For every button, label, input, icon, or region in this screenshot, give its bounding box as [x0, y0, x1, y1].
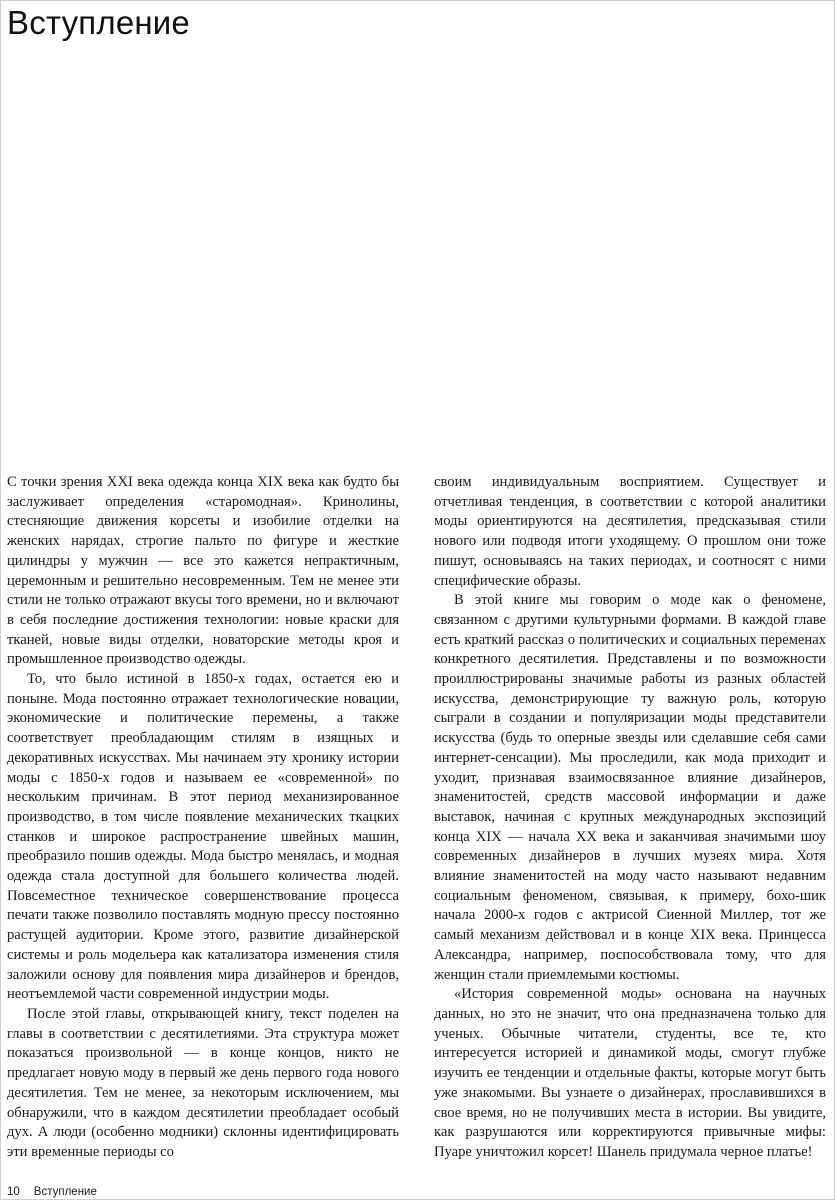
paragraph: После этой главы, открывающей книгу, текст поделен на главы в соответствии с десятилетиями. Эта структура может показаться произвольной — в конце концов, никто не предлагает новую моду в первый же день первого года нового десятилетия. Тем не менее, за некоторым исключением, мы обнаружили, что в каждом десятилетии преобладает особый дух. А люди (особенно модники) склонны идентифицировать эти временные периоды со — [7, 1005, 399, 1160]
left-column — [7, 473, 399, 1163]
page-number: 10 — [7, 1186, 20, 1198]
page-footer — [7, 1185, 97, 1199]
paragraph: В этой книге мы говорим о моде как о феномене, связанном с другими культурными формами. В каждой главе есть краткий рассказ о политических и социальных переменах конкретного десятилетия. Представлены и по возможности проиллюстрированы значимые работы из разных областей искусства, демонстрирующие ту важную роль, которую сыграли в создании и популяризации моды представители искусства (будь то оперные звезды или сделавшие себя сами интернет-сенсации). Мы проследили, как мода приходит и уходит, признавая взаимосвязанное влияние дизайнеров, знаменитостей, средств массовой информации и даже выставок, начиная с крупных международных экспозиций конца XIX — начала XX века и заканчивая значимыми шоу современных дизайнеров в лучших музеях мира. Хотя влияние знаменитостей на моду часто называют недавним социальным феноменом, связывая, к примеру, бохо-шик начала 2000-х годов с актрисой Сиенной Миллер, тот же самый механизм действовал и в конце XIX века. Принцесса Александра, например, поспособствовала тому, что для женщин стали приемлемыми костюмы. — [434, 592, 826, 983]
blank-illustration-area — [7, 53, 827, 463]
paragraph: своим индивидуальным восприятием. Существует и отчетливая тенденция, в соответствии с которой аналитики моды ориентируются на десятилетия, предсказывая стили нового или подводя итоги уходящему. О прошлом они тоже пишут, основываясь на таких периодах, и соотносят с ними специфические образы. — [434, 474, 826, 589]
right-column — [434, 473, 826, 1163]
paragraph: «История современной моды» основана на научных данных, но это не значит, что она предназначена только для ученых. Обычные читатели, студенты, все те, кто интересуется историей и динамикой моды, смогут глубже изучить ее тенденции и отдельные факты, которые могут быть уже знакомыми. Вы узнаете о дизайнерах, прославившихся в свое время, но не получивших места в истории. Вы увидите, как разрушаются или корректируются привычные мифы: Пуаре уничтожил корсет! Шанель придумала черное платье! — [434, 986, 826, 1160]
paragraph: То, что было истиной в 1850-х годах, остается ею и поныне. Мода постоянно отражает технологические новации, экономические и политические перемены, а также соответствует преобладающим стилям в изящных и декоративных искусствах. Мы начинаем эту хронику истории моды с 1850-х годов и называем ее «современной» по нескольким причинам. В этот период механизированное производство, в том числе появление механических ткацких станков и широкое распространение швейных машин, преобразило пошив одежды. Мода быстро менялась, и модная одежда стала доступной для большего количества людей. Повсеместное техническое совершенствование процесса печати также позволило поставлять модную прессу постоянно растущей аудитории. Кроме этого, развитие дизайнерской системы и роль модельера как катализатора изменения стиля заложили основу для появления мира дизайнеров и брендов, неотъемлемой части современной индустрии моды. — [7, 671, 399, 1003]
chapter-title: Вступление — [7, 4, 190, 41]
text-columns — [7, 473, 826, 1163]
paragraph: С точки зрения XXI века одежда конца XIX века как будто бы заслуживает определения «старомодная». Кринолины, стесняющие движения корсеты и изобилие отделки на женских нарядах, строгие пальто по фигуре и жесткие цилиндры у мужчин — все это кажется непрактичным, церемонным и решительно несовременным. Тем не менее эти стили не только отражают вкусы того времени, но и включают в себя последние достижения технологии: новые краски для тканей, новые виды отделки, новаторские методы кроя и промышленное производство одежды. — [7, 474, 399, 668]
running-title: Вступление — [33, 1186, 97, 1198]
